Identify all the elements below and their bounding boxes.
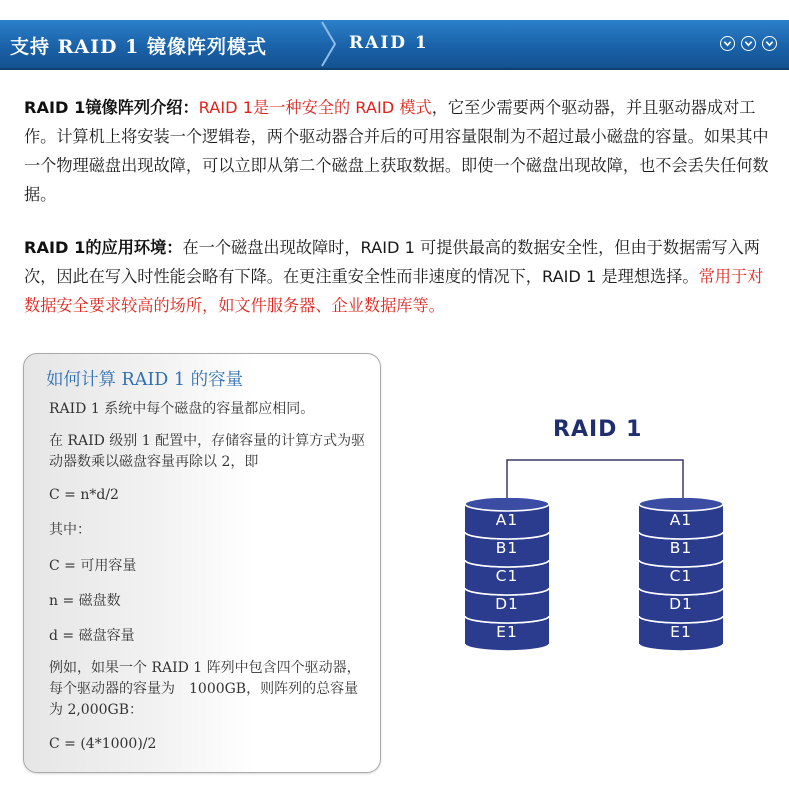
- disk-block-label: E1: [670, 623, 692, 641]
- capacity-line: d = 磁盘容量: [49, 628, 135, 644]
- usage-label: RAID 1的应用环境：: [24, 238, 183, 257]
- capacity-line: n = 磁盘数: [49, 593, 121, 609]
- capacity-line: RAID 1 系统中每个磁盘的容量都应相同。: [49, 401, 315, 417]
- capacity-line: 在 RAID 级别 1 配置中，存储容量的计算方式为驱动器数乘以磁盘容量再除以 2，即: [49, 433, 366, 470]
- disk-block-label: B1: [495, 539, 519, 557]
- usage-text: 在一个磁盘出现故障时，RAID 1 可提供最高的数据安全性，但由于数据需写入两次，因此在写入时性能会略有下降。在更注重安全性而非速度的情况下，RAID 1 是理想选择。: [24, 238, 760, 286]
- intro-text: ，它至少需要两个驱动器，并且驱动器成对工作。计算机上将安装一个逻辑卷，两个驱动器合并后的可用容量限制为不超过最小磁盘的容量。如果其中一个物理磁盘出现故障，可以立即从第二个磁盘上获取数据。即使一个磁盘出现故障，也不会丢失任何数据。: [24, 98, 769, 204]
- intro-label: RAID 1镜像阵列介绍：: [24, 98, 199, 117]
- disk-right: [638, 498, 724, 653]
- raid1-intro-paragraph: [24, 93, 776, 209]
- breadcrumb-separator-icon: [318, 20, 340, 68]
- header-bar: [0, 20, 789, 70]
- disk-block-label: B1: [669, 539, 693, 557]
- disk-block-label: C1: [669, 567, 693, 585]
- raid1-diagram: [440, 400, 760, 670]
- usage-highlight: 常用于对数据安全要求较高的场所，如文件服务器、企业数据库等。: [24, 267, 764, 315]
- chevron-down-icon[interactable]: [720, 36, 735, 51]
- disk-block-label: A1: [669, 511, 693, 529]
- capacity-example: 例如，如果一个 RAID 1 阵列中包含四个驱动器，每个驱动器的容量为 1000GB，则阵列的总容量为 2,000GB：: [49, 660, 361, 718]
- disk-block-label: E1: [496, 623, 518, 641]
- intro-highlight: RAID 1是一种安全的 RAID 模式: [198, 98, 432, 117]
- capacity-info-box: [23, 353, 381, 773]
- raid1-usage-paragraph: [24, 233, 776, 320]
- disk-left: [464, 498, 550, 653]
- capacity-title: 如何计算 RAID 1 的容量: [46, 370, 244, 390]
- capacity-formula: C = n*d/2: [49, 487, 119, 503]
- chevron-down-icon[interactable]: [762, 36, 777, 51]
- disk-block-label: A1: [495, 511, 519, 529]
- capacity-example-formula: C = (4*1000)/2: [49, 736, 157, 752]
- page-title: 支持 RAID 1 镜像阵列模式: [10, 36, 267, 58]
- header-actions: [720, 36, 777, 51]
- chevron-down-icon[interactable]: [741, 36, 756, 51]
- capacity-line: C = 可用容量: [49, 558, 137, 574]
- breadcrumb[interactable]: RAID 1: [349, 33, 429, 53]
- disk-block-label: D1: [495, 595, 519, 613]
- diagram-title: RAID 1: [553, 417, 643, 442]
- disk-block-label: C1: [495, 567, 519, 585]
- capacity-line: 其中：: [49, 522, 91, 538]
- disk-block-label: D1: [669, 595, 693, 613]
